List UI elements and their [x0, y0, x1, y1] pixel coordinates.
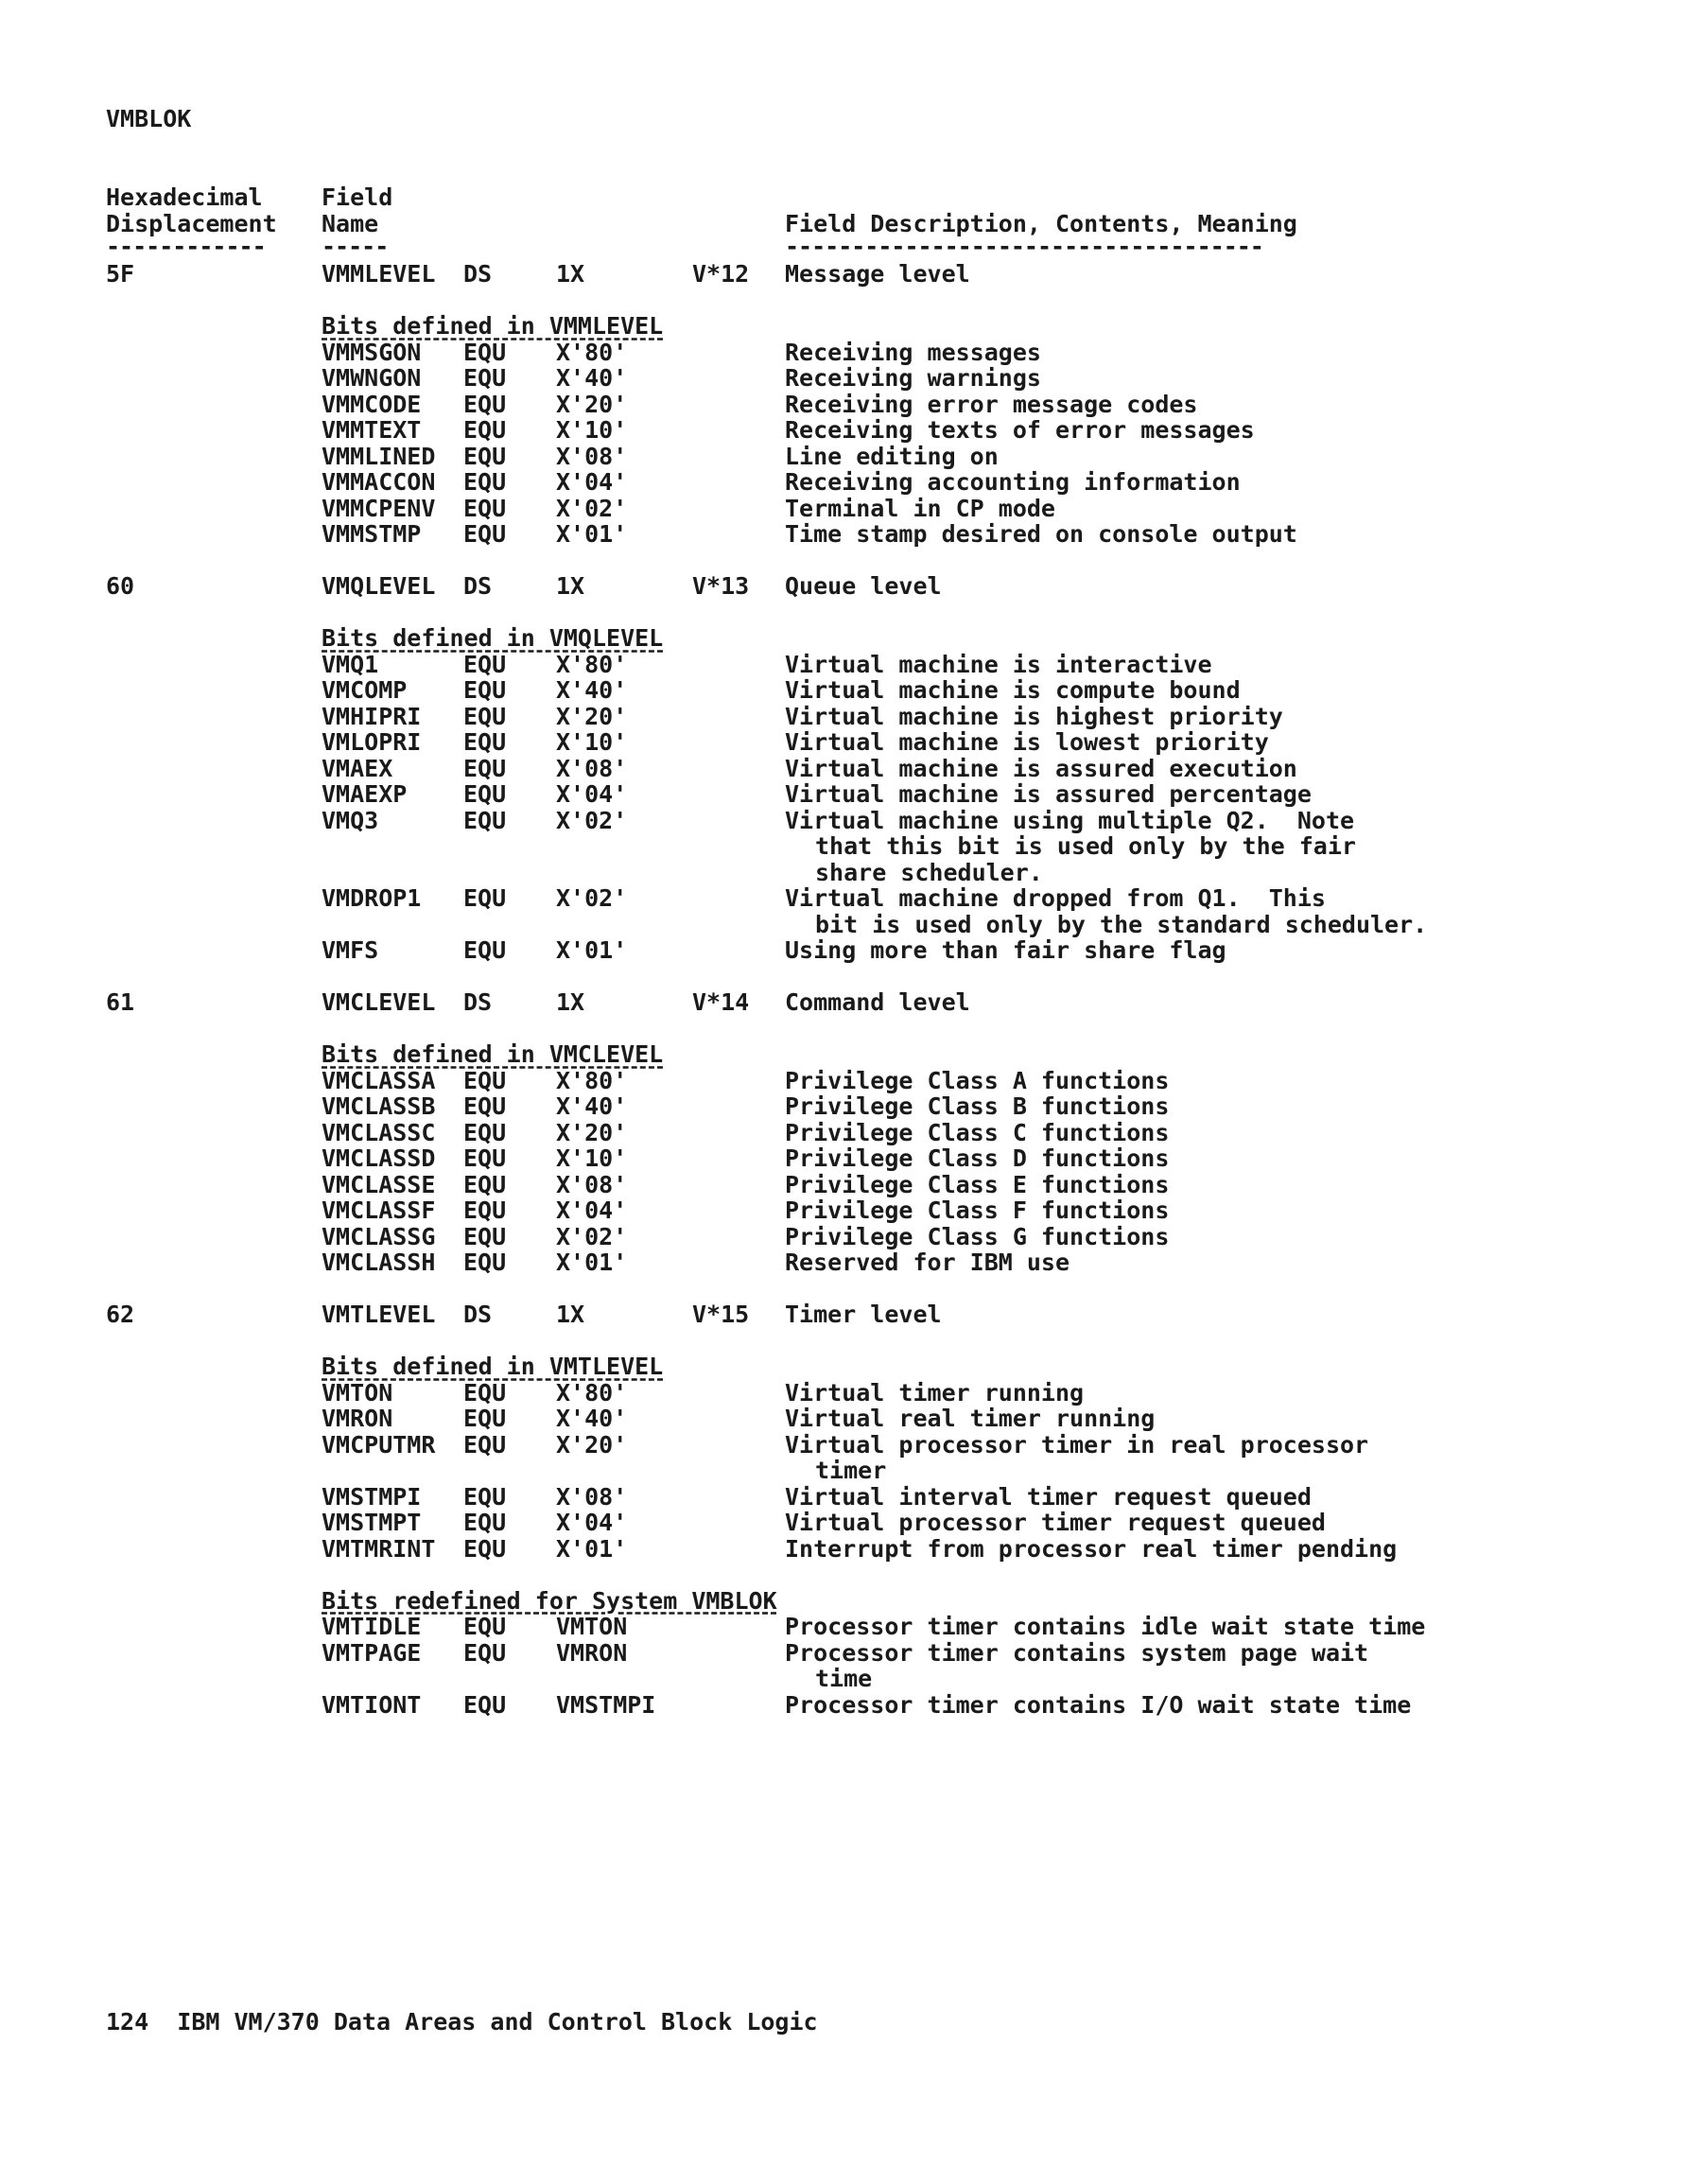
field-reference: V*13 [692, 572, 750, 600]
field-type: DS [463, 572, 493, 600]
bit-description: Privilege Class F functions [785, 1197, 1170, 1224]
bit-description: Receiving texts of error messages [785, 416, 1255, 444]
bit-value: X'10' [556, 728, 628, 756]
bit-description: timer [815, 1457, 887, 1484]
bit-name: VMCLASSB [322, 1092, 436, 1120]
bit-operator: EQU [463, 884, 507, 912]
column-header-description: Field Description, Contents, Meaning [785, 210, 1297, 237]
bits-heading: Bits defined in VMCLEVEL [322, 1040, 664, 1068]
bit-operator: EQU [463, 1690, 507, 1719]
bit-name: VMTIONT [322, 1690, 422, 1719]
bit-description: time [815, 1665, 873, 1692]
bit-description: Privilege Class A functions [785, 1066, 1170, 1094]
hex-displacement: 61 [106, 988, 135, 1016]
bit-description: bit is used only by the standard scheduler. [815, 910, 1428, 938]
bit-description: Virtual machine dropped from Q1. This [785, 884, 1326, 912]
bit-name: VMCLASSA [322, 1066, 436, 1094]
bit-value: X'20' [556, 1118, 628, 1146]
bit-value: VMSTMPI [556, 1690, 656, 1719]
bit-operator: EQU [463, 650, 507, 678]
bit-value: X'40' [556, 1405, 628, 1432]
bit-name: VMMSGON [322, 338, 422, 366]
bit-value: X'40' [556, 364, 628, 392]
hex-displacement: 60 [106, 572, 135, 600]
field-name: VMCLEVEL [322, 988, 436, 1016]
bit-description: Virtual machine using multiple Q2. Note [785, 806, 1355, 834]
bit-name: VMCLASSG [322, 1222, 436, 1250]
bit-name: VMSTMPI [322, 1482, 422, 1511]
bit-value: X'20' [556, 390, 628, 418]
bit-operator: EQU [463, 1197, 507, 1224]
bit-value: X'02' [556, 1222, 628, 1250]
bit-operator: EQU [463, 1613, 507, 1640]
bit-name: VMMLINED [322, 442, 436, 470]
bit-operator: EQU [463, 702, 507, 730]
field-name: VMMLEVEL [322, 260, 436, 288]
field-length: 1X [556, 988, 585, 1016]
bit-value: VMRON [556, 1638, 628, 1667]
column-rule-hex: ------------ [106, 233, 266, 260]
bit-value: X'02' [556, 884, 628, 912]
bit-value: X'20' [556, 1430, 628, 1459]
bit-description: Privilege Class E functions [785, 1170, 1170, 1198]
field-length: 1X [556, 260, 585, 288]
bit-name: VMCLASSD [322, 1144, 436, 1172]
column-rule-name: ----- [322, 233, 389, 260]
page-number: 124 [106, 2008, 149, 2035]
bit-name: VMRON [322, 1405, 393, 1432]
bit-value: X'02' [556, 494, 628, 522]
bit-operator: EQU [463, 1092, 507, 1120]
bit-value: X'10' [556, 416, 628, 444]
bit-operator: EQU [463, 1170, 507, 1198]
page-footer [106, 2009, 818, 2035]
bit-operator: EQU [463, 1509, 507, 1536]
bit-operator: EQU [463, 1249, 507, 1276]
bit-name: VMAEXP [322, 780, 408, 808]
bit-name: VMCLASSF [322, 1197, 436, 1224]
field-length: 1X [556, 1301, 585, 1328]
bit-name: VMQ1 [322, 650, 379, 678]
field-reference: V*12 [692, 260, 750, 288]
bit-description: Virtual timer running [785, 1378, 1085, 1406]
bit-operator: EQU [463, 1118, 507, 1146]
hex-displacement: 62 [106, 1301, 135, 1328]
bit-value: VMTON [556, 1613, 628, 1640]
bit-value: X'04' [556, 780, 628, 808]
bit-description: Virtual machine is assured percentage [785, 780, 1312, 808]
field-reference: V*15 [692, 1301, 750, 1328]
bit-value: X'01' [556, 936, 628, 964]
bit-operator: EQU [463, 936, 507, 964]
bit-value: X'20' [556, 702, 628, 730]
bit-name: VMMCPENV [322, 494, 436, 522]
bit-description: Processor timer contains idle wait state time [785, 1613, 1426, 1640]
bit-name: VMTIDLE [322, 1613, 422, 1640]
bit-operator: EQU [463, 1405, 507, 1432]
bit-description: Virtual interval timer request queued [785, 1482, 1312, 1511]
bit-description: Processor timer contains system page wait [785, 1638, 1369, 1667]
bit-operator: EQU [463, 494, 507, 522]
bit-description: Privilege Class B functions [785, 1092, 1170, 1120]
bit-value: X'80' [556, 650, 628, 678]
field-name: VMQLEVEL [322, 572, 436, 600]
bit-name: VMFS [322, 936, 379, 964]
bits-heading: Bits defined in VMTLEVEL [322, 1353, 664, 1380]
bit-description: Virtual processor timer in real processor [785, 1430, 1369, 1459]
field-name: VMTLEVEL [322, 1301, 436, 1328]
bit-name: VMMACCON [322, 468, 436, 496]
bit-name: VMAEX [322, 754, 393, 782]
bit-operator: EQU [463, 1066, 507, 1094]
field-length: 1X [556, 572, 585, 600]
bit-value: X'04' [556, 1197, 628, 1224]
bit-operator: EQU [463, 390, 507, 418]
bit-description: share scheduler. [815, 858, 1043, 886]
bit-operator: EQU [463, 1222, 507, 1250]
bit-description: Virtual machine is lowest priority [785, 728, 1269, 756]
bit-name: VMTMRINT [322, 1534, 436, 1563]
bit-operator: EQU [463, 754, 507, 782]
bit-value: X'01' [556, 1249, 628, 1276]
bits-redefined-heading: Bits redefined for System VMBLOK [322, 1586, 777, 1615]
bit-name: VMCLASSH [322, 1249, 436, 1276]
bit-value: X'01' [556, 520, 628, 548]
bit-name: VMWNGON [322, 364, 422, 392]
bit-operator: EQU [463, 780, 507, 808]
column-header-name-1: Field [322, 183, 393, 211]
bit-name: VMSTMPT [322, 1509, 422, 1536]
bit-operator: EQU [463, 442, 507, 470]
bit-value: X'01' [556, 1534, 628, 1563]
field-description: Message level [785, 260, 970, 288]
bit-value: X'80' [556, 1378, 628, 1406]
bit-operator: EQU [463, 416, 507, 444]
bit-value: X'04' [556, 468, 628, 496]
bit-name: VMCLASSE [322, 1170, 436, 1198]
bit-value: X'40' [556, 1092, 628, 1120]
bit-operator: EQU [463, 468, 507, 496]
bit-name: VMTPAGE [322, 1638, 422, 1667]
bit-operator: EQU [463, 1482, 507, 1511]
bit-operator: EQU [463, 1378, 507, 1406]
field-type: DS [463, 988, 493, 1016]
bit-name: VMLOPRI [322, 728, 422, 756]
bit-description: Privilege Class G functions [785, 1222, 1170, 1250]
bits-heading: Bits defined in VMQLEVEL [322, 624, 664, 652]
bit-description: Virtual machine is interactive [785, 650, 1212, 678]
bit-operator: EQU [463, 1534, 507, 1563]
bit-description: Virtual machine is highest priority [785, 702, 1283, 730]
bit-name: VMMCODE [322, 390, 422, 418]
bit-operator: EQU [463, 364, 507, 392]
bit-name: VMMTEXT [322, 416, 422, 444]
bit-operator: EQU [463, 806, 507, 834]
field-type: DS [463, 260, 493, 288]
column-rule-description: ------------------------------------ [785, 233, 1263, 260]
column-header-name-2: Name [322, 210, 379, 237]
bit-operator: EQU [463, 1430, 507, 1459]
bit-description: Reserved for IBM use [785, 1249, 1070, 1276]
bit-description: Interrupt from processor real timer pending [785, 1534, 1398, 1563]
field-description: Queue level [785, 572, 942, 600]
bit-description: Terminal in CP mode [785, 494, 1055, 522]
bit-value: X'04' [556, 1509, 628, 1536]
bit-value: X'08' [556, 1170, 628, 1198]
bit-value: X'08' [556, 442, 628, 470]
bit-description: Privilege Class C functions [785, 1118, 1170, 1146]
bit-operator: EQU [463, 1144, 507, 1172]
bit-description: that this bit is used only by the fair [815, 832, 1356, 860]
hex-displacement: 5F [106, 260, 135, 288]
bits-heading: Bits defined in VMMLEVEL [322, 312, 664, 340]
bit-value: X'80' [556, 1066, 628, 1094]
bit-value: X'40' [556, 676, 628, 704]
column-header-hex-2: Displacement [106, 210, 277, 237]
bit-operator: EQU [463, 676, 507, 704]
bit-value: X'10' [556, 1144, 628, 1172]
bit-value: X'02' [556, 806, 628, 834]
field-reference: V*14 [692, 988, 750, 1016]
bit-name: VMCLASSC [322, 1118, 436, 1146]
running-title: VMBLOK [106, 105, 192, 132]
column-header-hex-1: Hexadecimal [106, 183, 263, 211]
bit-value: X'80' [556, 338, 628, 366]
bit-name: VMCPUTMR [322, 1430, 436, 1459]
bit-name: VMQ3 [322, 806, 379, 834]
bit-description: Processor timer contains I/O wait state time [785, 1690, 1412, 1719]
bit-value: X'08' [556, 754, 628, 782]
bit-description: Privilege Class D functions [785, 1144, 1170, 1172]
bit-operator: EQU [463, 520, 507, 548]
bit-description: Time stamp desired on console output [785, 520, 1297, 548]
bit-value: X'08' [556, 1482, 628, 1511]
bit-description: Receiving messages [785, 338, 1041, 366]
bit-description: Receiving accounting information [785, 468, 1241, 496]
bit-description: Receiving error message codes [785, 390, 1198, 418]
bit-operator: EQU [463, 338, 507, 366]
bit-name: VMDROP1 [322, 884, 422, 912]
bit-operator: EQU [463, 728, 507, 756]
book-title: IBM VM/370 Data Areas and Control Block Logic [177, 2008, 818, 2035]
bit-name: VMMSTMP [322, 520, 422, 548]
bit-description: Virtual real timer running [785, 1405, 1156, 1432]
bit-operator: EQU [463, 1638, 507, 1667]
field-type: DS [463, 1301, 493, 1328]
bit-description: Virtual processor timer request queued [785, 1509, 1326, 1536]
bit-description: Virtual machine is compute bound [785, 676, 1241, 704]
bit-name: VMTON [322, 1378, 393, 1406]
bit-name: VMCOMP [322, 676, 408, 704]
bit-description: Virtual machine is assured execution [785, 754, 1297, 782]
field-description: Command level [785, 988, 970, 1016]
bit-name: VMHIPRI [322, 702, 422, 730]
field-description: Timer level [785, 1301, 942, 1328]
bit-description: Line editing on [785, 442, 999, 470]
bit-description: Using more than fair share flag [785, 936, 1226, 964]
bit-description: Receiving warnings [785, 364, 1041, 392]
